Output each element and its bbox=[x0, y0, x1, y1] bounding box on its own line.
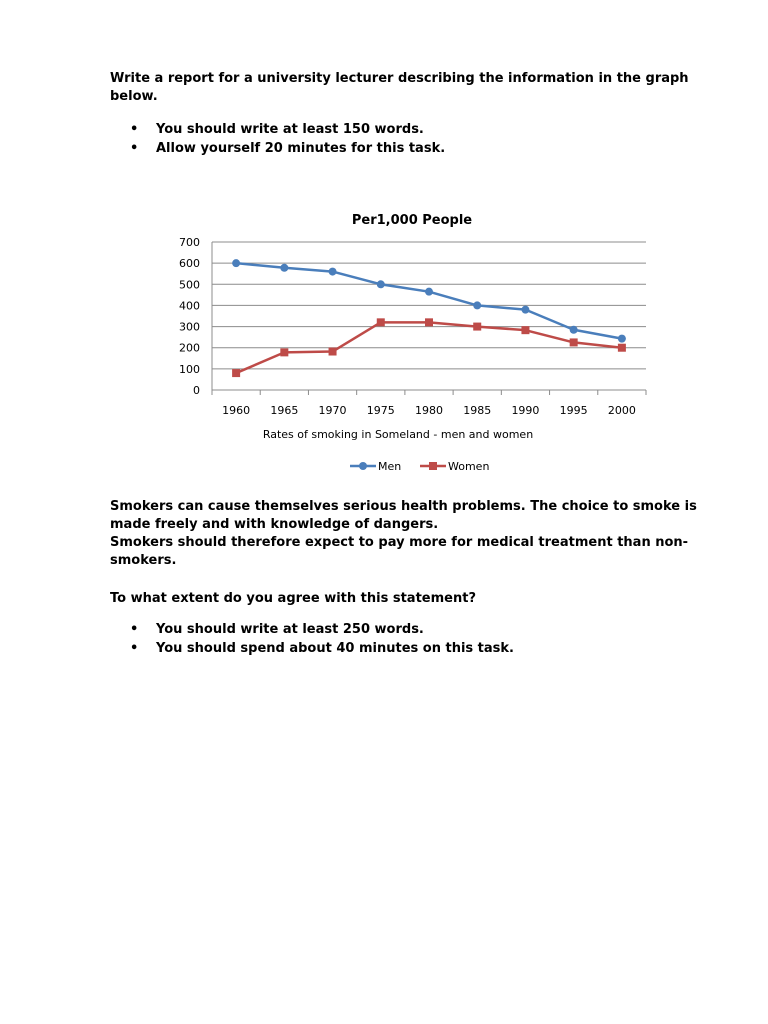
data-point-women-2000 bbox=[618, 344, 626, 352]
x-tick-label-1995: 1995 bbox=[559, 404, 588, 417]
data-point-women-1995 bbox=[570, 338, 578, 346]
x-tick-label-1975: 1975 bbox=[366, 404, 395, 417]
task2-question-text: To what extent do you agree with this statement? bbox=[110, 591, 476, 606]
task1-bullet-time: • Allow yourself 20 minutes for this task. bbox=[110, 139, 710, 158]
data-point-men-1970 bbox=[329, 268, 337, 276]
task2-statement bbox=[110, 498, 710, 570]
task1-intro bbox=[110, 70, 710, 106]
y-tick-label-300: 300 bbox=[179, 320, 200, 334]
y-tick-label-200: 200 bbox=[179, 341, 200, 355]
x-tick-label-1960: 1960 bbox=[222, 404, 251, 417]
y-tick-label-600: 600 bbox=[179, 257, 200, 271]
x-axis-label: Rates of smoking in Someland - men and women bbox=[262, 428, 534, 441]
task2-statement-line1: Smokers can cause themselves serious health problems. The choice to smoke is made freely and with knowledge of dangers. bbox=[110, 499, 697, 532]
x-tick-label-1965: 1965 bbox=[270, 404, 299, 417]
y-tick-label-500: 500 bbox=[179, 278, 200, 292]
y-tick-label-700: 700 bbox=[179, 236, 200, 249]
y-tick-label-100: 100 bbox=[179, 362, 200, 376]
legend-marker-men bbox=[359, 462, 367, 470]
task2-statement-line2: Smokers should therefore expect to pay more for medical treatment than non-smokers. bbox=[110, 535, 689, 568]
data-point-men-1975 bbox=[377, 280, 385, 288]
data-point-men-1960 bbox=[232, 259, 240, 267]
data-point-men-1965 bbox=[280, 264, 288, 272]
task1-bullet-list bbox=[110, 120, 710, 158]
x-tick-label-1990: 1990 bbox=[511, 404, 540, 417]
y-tick-label-0: 0 bbox=[193, 384, 200, 397]
x-tick-label-2000: 2000 bbox=[607, 404, 636, 417]
data-point-women-1970 bbox=[329, 348, 337, 356]
data-point-men-1985 bbox=[473, 301, 481, 309]
task1-intro-text: Write a report for a university lecturer describing the information in the graph below. bbox=[110, 71, 689, 104]
data-point-women-1975 bbox=[377, 318, 385, 326]
x-tick-label-1985: 1985 bbox=[463, 404, 492, 417]
legend-marker-women bbox=[429, 462, 437, 470]
data-point-women-1990 bbox=[521, 326, 529, 334]
x-tick-label-1980: 1980 bbox=[415, 404, 443, 417]
data-point-men-1990 bbox=[521, 306, 529, 314]
legend-label-women: Women bbox=[448, 460, 490, 473]
task2-question bbox=[110, 590, 710, 608]
task1-bullet-words: • You should write at least 150 words. bbox=[110, 120, 710, 139]
task2-bullet-time: • You should spend about 40 minutes on this task. bbox=[110, 639, 710, 658]
series-line-men bbox=[236, 263, 622, 338]
data-point-women-1960 bbox=[232, 369, 240, 377]
chart-svg bbox=[160, 200, 660, 490]
data-point-women-1985 bbox=[473, 323, 481, 331]
y-tick-label-400: 400 bbox=[179, 299, 200, 313]
smoking-line-chart bbox=[160, 200, 660, 490]
task2-bullet-words: • You should write at least 250 words. bbox=[110, 620, 710, 639]
chart-title: Per1,000 People bbox=[351, 213, 473, 228]
data-point-women-1965 bbox=[280, 348, 288, 356]
data-point-men-1995 bbox=[570, 326, 578, 334]
data-point-women-1980 bbox=[425, 318, 433, 326]
data-point-men-1980 bbox=[425, 288, 433, 296]
x-tick-label-1970: 1970 bbox=[318, 404, 347, 417]
task2-bullet-list bbox=[110, 620, 710, 658]
data-point-men-2000 bbox=[618, 335, 626, 343]
legend-label-men: Men bbox=[378, 460, 402, 473]
